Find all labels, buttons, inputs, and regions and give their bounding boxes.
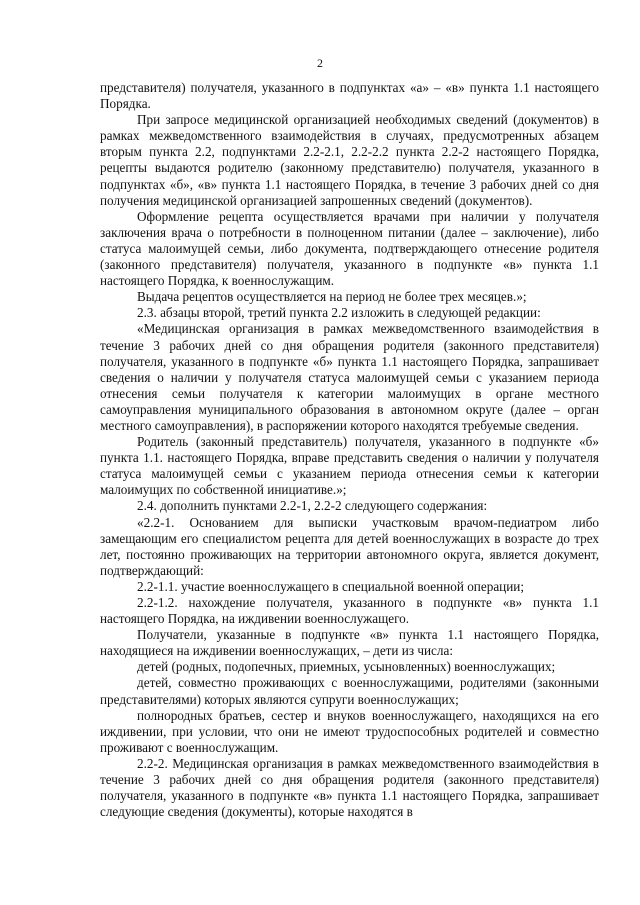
document-body: [100, 80, 599, 820]
paragraph-clause-2-2-1-1: 2.2-1.1. участие военнослужащего в специальной военной операции;: [137, 578, 525, 594]
paragraph-dependents-siblings: полнородных братьев, сестер и внуков военнослужащего, находящихся на его иждивении, при условии, что они не имеют трудоспособных родителей и совместно проживают с военнослужащим.: [100, 707, 599, 755]
paragraph-request-procedure: При запросе медицинской организацией необходимых сведений (документов) в рамках межведомственного взаимодействия в случаях, предусмотренных абзацем вторым пункта 2.2, подпунктами 2.2-2.1, 2.2-2.2 пункта 2.2-2 настоящего Порядка, рецепты выдаются родителю (законному представителю) получателя, указанного в подпунктах «б», «в» пункта 1.1 настоящего Порядка, в течение 3 рабочих дней со дня получения медицинской организацией запрошенных сведений (документов).: [100, 112, 599, 208]
paragraph-interagency-request: «Медицинская организация в рамках межведомственного взаимодействия в течение 3 рабочих дней со дня обращения родителя (законного представителя) получателя, указанного в подпункте «б» пункта 1.1 настоящего Порядка, запрашивает сведения о наличии у получателя статуса малоимущей семьи с указанием периода отнесения семьи получателя к категории малоимущих в органе местного самоуправления муниципального образования в автономном округе (далее – орган местного самоуправления), в распоряжении которого находятся требуемые сведения.: [100, 321, 599, 433]
paragraph-clause-2-2-2: 2.2-2. Медицинская организация в рамках межведомственного взаимодействия в течение 3 рабочих дней со дня обращения родителя (законного представителя) получателя, указанного в подпункте «в» пункта 1.1 настоящего Порядка, запрашивает следующие сведения (документы), которые находятся в: [100, 755, 599, 820]
paragraph-dependents-children: детей (родных, подопечных, приемных, усыновленных) военнослужащих;: [137, 659, 556, 675]
paragraph-parent-right: Родитель (законный представитель) получателя, указанного в подпункте «б» пункта 1.1. настоящего Порядка, вправе представить сведения о наличии у получателя статуса малоимущей семьи с указанием периода отнесения семьи к категории малоимущих по собственной инициативе.»;: [100, 434, 599, 498]
paragraph-continuation: представителя) получателя, указанного в подпунктах «а» – «в» пункта 1.1 настоящего Порядка.: [100, 80, 599, 112]
paragraph-prescription-issuing: Оформление рецепта осуществляется врачами при наличии у получателя заключения врача о потребности в полноценном питании (далее – заключение), либо статуса малоимущей семьи, либо документа, подтверждающего отнесение родителя (законного представителя) получателя, указанного в подпункте «в» пункта 1.1 настоящего Порядка, к военнослужащим.: [100, 208, 599, 289]
paragraph-clause-2-2-1-2: 2.2-1.2. нахождение получателя, указанного в подпункте «в» пункта 1.1 настоящего Порядка, на иждивении военнослужащего.: [100, 595, 599, 627]
paragraph-clause-2-2-1: «2.2-1. Основанием для выписки участковым врачом-педиатром либо замещающим его специалистом рецепта для детей военнослужащих в возрасте до трех лет, постоянно проживающих на территории автономного округа, является документ, подтверждающий:: [100, 514, 599, 578]
paragraph-dependents-intro: Получатели, указанные в подпункте «в» пункта 1.1 настоящего Порядка, находящиеся на иждивении военнослужащих, – дети из числа:: [100, 627, 599, 659]
page-number: 2: [317, 56, 323, 70]
paragraph-amendment-2-3: 2.3. абзацы второй, третий пункта 2.2 изложить в следующей редакции:: [137, 305, 541, 321]
paragraph-amendment-2-4: 2.4. дополнить пунктами 2.2-1, 2.2-2 следующего содержания:: [137, 498, 488, 514]
paragraph-prescription-period: Выдача рецептов осуществляется на период не более трех месяцев.»;: [137, 289, 527, 305]
paragraph-dependents-cohabiting: детей, совместно проживающих с военнослужащими, родителями (законными представителями) которых являются супруги военнослужащих;: [100, 675, 599, 707]
